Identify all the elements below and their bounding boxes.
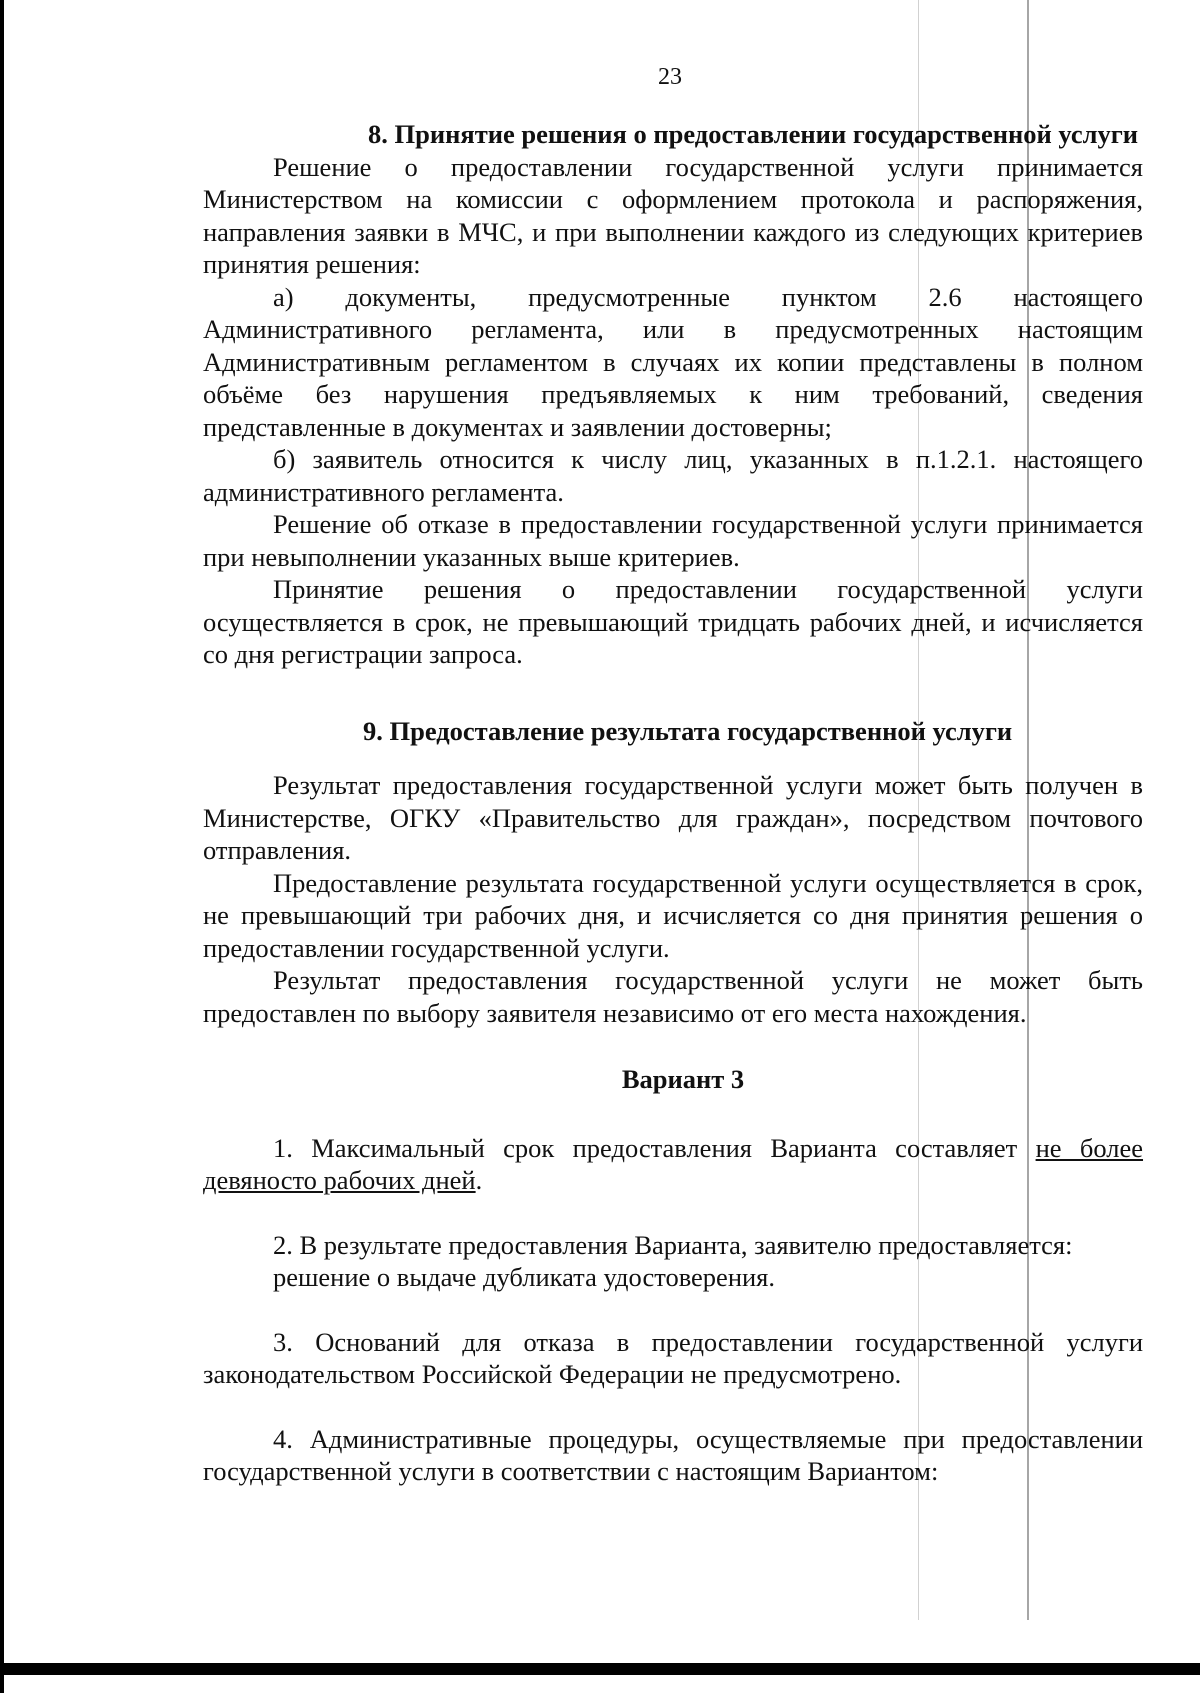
section-8-paragraph-a: а) документы, предусмотренные пунктом 2.6 настоящего Административного регламента, или в предусмотренных настоящим Административным регламентом в случаях их копии представлены в полном объёме без нарушения предъявляемых к ним требований, сведения представленные в документах и заявлении достоверны; [203, 281, 1143, 442]
variant-3-item-2 [203, 1229, 1143, 1294]
page-number: 23 [658, 64, 682, 90]
section-9-paragraph-1: Результат предоставления государственной услуги может быть получен в Министерстве, ОГКУ «Правительство для граждан», посредством почтового отправления. [203, 770, 1143, 865]
section-9-heading: 9. Предоставление результата государственной услуги [363, 715, 1013, 746]
section-8-heading: 8. Принятие решения о предоставлении государственной услуги [367, 119, 1138, 149]
item-1-text: 1. Максимальный срок предоставления Варианта составляет [273, 1132, 1036, 1163]
item-2-line-1: 2. В результате предоставления Варианта, заявителю предоставляется: [273, 1229, 1073, 1260]
section-8-paragraph-deadline: Принятие решения о предоставлении государственной услуги осуществляется в срок, не превышающий тридцать рабочих дней, и исчисляется со дня регистрации запроса. [203, 574, 1143, 669]
scan-artifact-line [1027, 0, 1029, 1620]
page-content [203, 118, 1143, 1488]
section-9-paragraph-3: Результат предоставления государственной услуги не может быть предоставлен по выбору заявителя независимо от его места нахождения. [203, 965, 1143, 1028]
scan-bottom-edge [0, 1663, 1200, 1675]
variant-3-item-1 [203, 1132, 1143, 1197]
item-2-line-2: решение о выдаче дубликата удостоверения. [273, 1262, 775, 1292]
section-9-paragraph-2: Предоставление результата государственной услуги осуществляется в срок, не превышающий три рабочих дня, и исчисляется со дня принятия решения о предоставлении государственной услуги. [203, 867, 1143, 963]
item-1-suffix: . [475, 1165, 483, 1195]
scan-left-edge [0, 0, 4, 1693]
item-1-underlined-term: не более девяносто рабочих дней [203, 1132, 1144, 1195]
scan-artifact-line [918, 0, 919, 1620]
section-8-paragraph-1: Решение о предоставлении государственной услуги принимается Министерством на комиссии с оформлением протокола и распоряжения, направления заявки в МЧС, и при выполнении каждого из следующих критериев принятия решения: [203, 151, 1143, 279]
variant-3-item-3: 3. Оснований для отказа в предоставлении государственной услуги законодательством Российской Федерации не предусмотрено. [203, 1326, 1143, 1389]
variant-3-item-4: 4. Административные процедуры, осуществляемые при предоставлении государственной услуги в соответствии с настоящим Вариантом: [203, 1423, 1143, 1486]
section-8-paragraph-b: б) заявитель относится к числу лиц, указанных в п.1.2.1. настоящего административного регламента. [203, 444, 1143, 507]
variant-3-heading: Вариант 3 [621, 1064, 745, 1094]
section-8-paragraph-refusal: Решение об отказе в предоставлении государственной услуги принимается при невыполнении указанных выше критериев. [203, 509, 1143, 572]
